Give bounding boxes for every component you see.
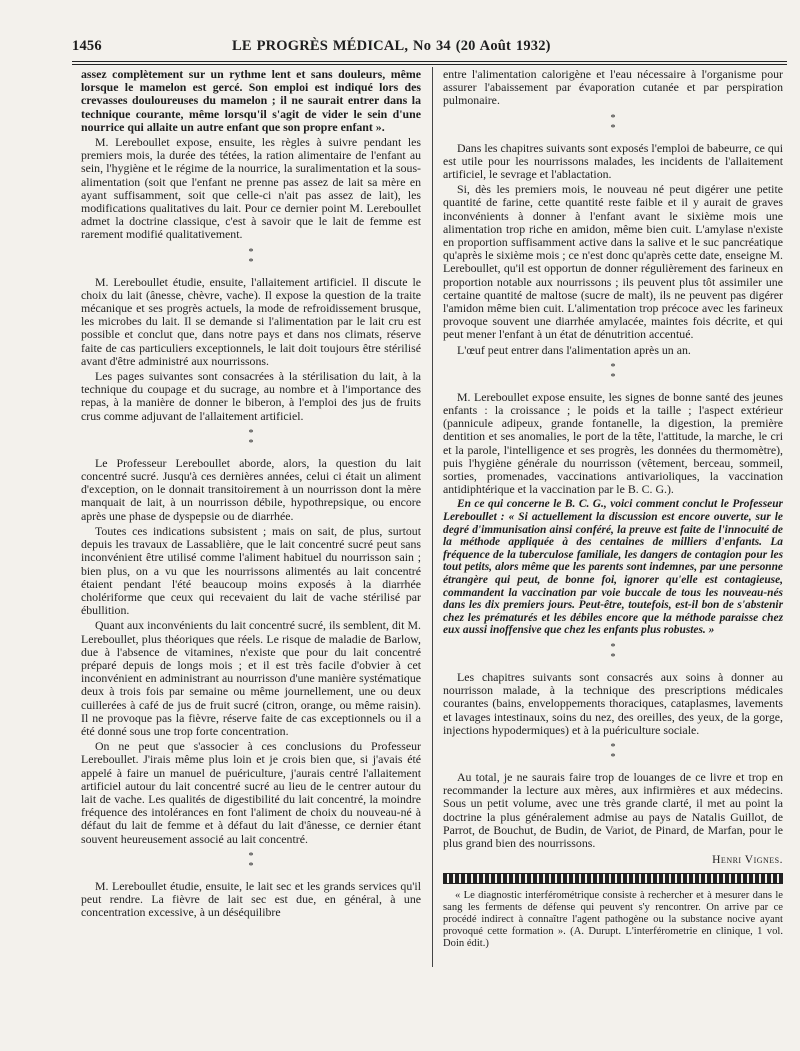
paragraph: L'œuf peut entrer dans l'alimentation après un an. [457,342,691,357]
paragraph: Dans les chapitres suivants sont exposés l'emploi de babeurre, ce qui est utile pour les nourrissons malades, les incidents de l'allaitement artificiel, le sevrage et l'ablactation. [443,140,783,182]
paragraph: Toutes ces indications subsistent ; mais on sait, de plus, surtout depuis les travaux de Lassablière, que le lait concentré sucré peut sans inconvénient être utilisé comme l'aliment habituel du nourrisson sain ; bien plus, on a vu que les nourrissons alimentés au lait concentré étaient pendant l'été beaucoup moins exposés à la diarrhée cholériforme que ceux qui recevaient du lait de vache stérilisé par ébullition. [81,523,421,618]
paragraph: M. Lereboullet expose ensuite, les signes de bonne santé des jeunes enfants : la croissance ; le poids et la taille ; l'aspect extérieur (pannicule adipeux, grande fontanelle, la digestion, la première dentition et ses anomalies, le port de la tête, l'attitude, la marche, le cri et la parole, l'intelligence et ses progrès, les données du thermomètre), puis l'hygiène générale du nourrisson (vêtement, berceau, sommeil, sorties, promenades, vaccinations antivarioliques, la vaccination antidiphtérique et la vaccination par le B. C. G.). [443,389,783,497]
paragraph: M. Lereboullet expose, ensuite, les règles à suivre pendant les premiers mois, la durée des tétées, la ration alimentaire de l'enfant au sein, l'hygiène et le régime de la nourrice, la suralimentation et la sous-alimentation (soit que l'enfant ne prenne pas assez de lait sa mère en ayant suffisamment, soit que celle-ci n'ait pas assez de lait), les modifications qualitatives du lait. Pour ce dernier point M. Lereboullet admet la doctrine classique, c'est à savoir que le lait de femme est rarement modifié qualitativement. [81,135,421,242]
header-rule-thin [72,64,787,65]
bcg-quote: En ce qui concerne le B. C. G., voici comment conclut le Professeur Lereboullet : « Si actuellement la discussion est encore ouverte, sur le degré d'immunisation ainsi conféré, la preuve est faite de l'innocuité de la méthode appliquée à des centaines de milliers d'enfants. La fréquence de la tuberculose familiale, les dangers de contagion pour les tout petits, alors même que les parents sont indemnes, par une personne étrangère qui peut, de bonne foi, ignorer qu'elle est contagieuse, commandent la vaccination par voie buccale de tous les nouveau-nés dans les dix premiers jours. Peut-être, toutefois, est-il bon de s'abstenir chez les prématurés et les débiles encore que la méthode paraisse chez eux aussi inoffensive que chez les enfants plus robustes. » [443,498,783,637]
section-separator: * * [610,742,616,764]
section-separator: * * [610,642,616,664]
section-separator: * * [610,112,616,134]
footnote-box [443,890,783,950]
paragraph: Si, dès les premiers mois, le nouveau né peut digérer une petite quantité de farine, cette quantité reste faible et il y aurait de graves inconvénients à donner à l'enfant avant le sixième mois une alimentation trop riche en amidon, même bien cuit. L'amylase n'existe en proportion suffisamment active dans la salive et le suc pancréatique qu'après le sixième mois ; ce n'est donc qu'après cette date, enseigne M. Lereboullet, qu'il est opportun de donner régulièrement des farineux en proportion notable aux nourrissons ; ils peuvent plus tôt assimiler une certaine quantité de maltose (sucre de malt), ils ne peuvent pas digérer l'amidon même bien cuit. L'alimentation trop précoce avec les farineux provoque souvent une diarrhée amylacée, maintes fois décrite, et qui peut mener l'enfant à un état de dénutrition accentué. [443,182,783,342]
left-column [81,68,421,921]
paragraph: M. Lereboullet étudie, ensuite, l'allaitement artificiel. Il discute le choix du lait (ânesse, chèvre, vache). Il expose la question de la traite mécanique et ses progrès actuels, la mode de refroidissement brusque, les microbes du lait. Il se demande si l'alimentation par le lait cru est possible et conclut que, dans notre pays et dans nos climats, réserve faite de cas particuliers exceptionnels, le lait doit toujours être stérilisé avant d'être administré aux nourrissons. [81,274,421,368]
paragraph: M. Lereboullet étudie, ensuite, le lait sec et les grands services qu'il peut rendre. La fièvre de lait sec est due, en général, à une concentration excessive, à un déséquilibre [81,878,421,920]
paragraph: Au total, je ne saurais faire trop de louanges de ce livre et trop en recommander la lecture aux mères, aux infirmières et aux médecins. Sous un petit volume, avec une très grande clarté, il met au point la doctrine la plus généralement admise au pays de Natalis Guillot, de Parrot, de Bouchut, de Budin, de Variot, de Pinard, de Marfan, pour le plus grand bien des nourrissons. [443,770,783,851]
footnote-text: « Le diagnostic interférométrique consiste à rechercher et à mesurer dans le sang les ferments de défense qui peuvent s'y rencontrer. On arrive par ce procédé indirect à connaître l'agent pathogène ou la substance nocive ayant provoqué cette formation ». (A. Durupt. L'interférometrie en clinique, 1 vol. Doin édit.) [443,890,783,950]
quote-continuation: assez complètement sur un rythme lent et sans douleurs, même lorsque le mamelon est gercé. Son emploi est indiqué lors des crevasses douloureuses du mamelon ; il ne saurait entrer dans la technique courante, même lorsqu'il s'agit de vider le sein d'une nourrice qui allaite un autre enfant que son propre enfant ». [81,67,421,134]
section-separator: * * [610,361,616,383]
paragraph: On ne peut que s'associer à ces conclusions du Professeur Lereboullet. J'irais même plus loin et je crois bien que, si j'avais été appelé à faire un manuel de puériculture, j'aurais centré l'allaitement artificiel autour du lait concentré sucré au lieu de le centrer autour du lait de vache. Les qualités de digestibilité du lait concentré, la moindre fréquence des intolérances en font l'aliment de choix du nouveau-né à défaut du lait de femme et à défaut du lait d'ânesse, ce dernier étant souvent heureusement associé au lait concentré. [81,739,421,846]
paragraph: Les pages suivantes sont consacrées à la stérilisation du lait, à la technique du coupage et du sucrage, au nombre et à l'importance des repas, à la manière de donner le biberon, à l'emploi des jus de fruits crus comme adjuvant de l'allaitement artificiel. [81,369,421,423]
header-rule-thick [72,61,787,62]
section-separator: * * [248,850,254,872]
page-number: 1456 [72,38,102,54]
paragraph: Quant aux inconvénients du lait concentré sucré, ils semblent, dit M. Lereboullet, plus théoriques que réels. Le risque de maladie de Barlow, due à l'absence de vitamines, n'existe que pour du lait concentré préparé depuis de longs mois ; et il est très facile d'obvier à cet inconvénient en administrant au nourrisson d'une manière systématique deux à trois fois par semaine ou même journellement, une ou deux cuillerées à café de jus de fruit sucré (citron, orange, ou même raisin). Il ne provoque pas la fièvre, réserve faite de cas exceptionnels ou il a été donné sous une trop forte concentration. [81,618,421,738]
column-divider [432,67,433,967]
decorative-border [443,873,783,884]
section-separator: * * [248,246,254,268]
paragraph: entre l'alimentation calorigène et l'eau nécessaire à l'organisme pour assurer l'abaissement par évaporation cutanée et par perspiration pulmonaire. [443,67,783,108]
paragraph: Le Professeur Lereboullet aborde, alors, la question du lait concentré sucré. Jusqu'à ces dernières années, celui ci était un aliment d'exception, on le donnait transitoirement à un nourrisson dont la mère manquait de lait, à un nourrisson débile, hypothrepsique, ou encore après une phase de dyspepsie ou de diarrhée. [81,455,421,523]
journal-title: LE PROGRÈS MÉDICAL, No 34 (20 Août 1932) [232,38,551,54]
paragraph: Les chapitres suivants sont consacrés aux soins à donner au nourrisson malade, à la technique des prescriptions médicales courantes (bains, enveloppements thoraciques, cataplasmes, lavements et lavages intestinaux, soins du nez, des oreilles, des yeux, de la gorge, injections hypodermiques) et à la puériculture sociale. [443,670,783,737]
page-header [72,38,787,58]
right-column [443,68,783,950]
section-separator: * * [248,427,254,449]
author-signature: Henri Vignes. [712,854,783,867]
